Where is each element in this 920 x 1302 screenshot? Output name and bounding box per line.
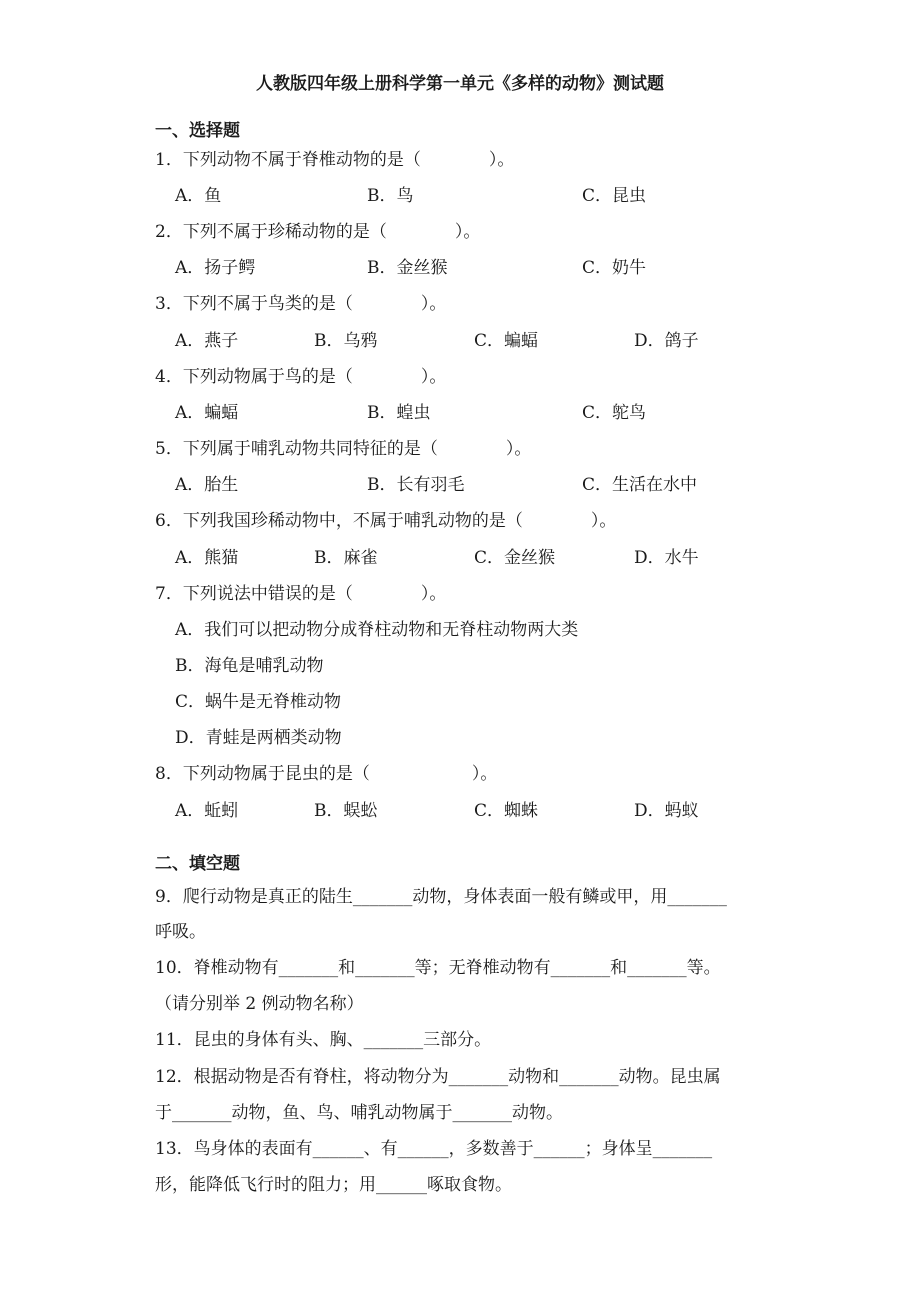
- question-stem: 5．下列属于哺乳动物共同特征的是（ ）。: [155, 439, 532, 459]
- option: C．蜘蛛: [474, 801, 539, 821]
- fill-line: 13．鸟身体的表面有______、有______，多数善于______；身体呈_______: [155, 1139, 713, 1159]
- option: C．金丝猴: [474, 548, 556, 568]
- option: D．青蛙是两栖类动物: [175, 728, 342, 748]
- section-heading-fill: 二、填空题: [155, 854, 240, 874]
- fill-line: 于_______动物，鱼、鸟、哺乳动物属于_______动物。: [155, 1103, 563, 1123]
- option: B．海龟是哺乳动物: [175, 656, 324, 676]
- option: B．蜈蚣: [314, 801, 378, 821]
- option: D．水牛: [634, 548, 699, 568]
- question-stem: 3．下列不属于鸟类的是（ ）。: [155, 294, 447, 314]
- option: C．蜗牛是无脊椎动物: [175, 692, 342, 712]
- option: B．金丝猴: [367, 258, 448, 278]
- option: A．熊猫: [175, 548, 239, 568]
- question-stem: 2．下列不属于珍稀动物的是（ ）。: [155, 222, 481, 242]
- question-stem: 8．下列动物属于昆虫的是（ ）。: [155, 764, 498, 784]
- fill-line: （请分别举 2 例动物名称）: [155, 994, 364, 1014]
- question-stem: 6．下列我国珍稀动物中，不属于哺乳动物的是（ ）。: [155, 511, 617, 531]
- option: B．麻雀: [314, 548, 378, 568]
- question-stem: 7．下列说法中错误的是（ ）。: [155, 584, 447, 604]
- option: B．长有羽毛: [367, 475, 465, 495]
- fill-line: 形，能降低飞行时的阻力；用______啄取食物。: [155, 1175, 512, 1195]
- option: A．燕子: [175, 331, 239, 351]
- option: B．乌鸦: [314, 331, 378, 351]
- option: B．鸟: [367, 186, 414, 206]
- fill-line: 10．脊椎动物有_______和_______等；无脊椎动物有_______和_______等。: [155, 958, 721, 978]
- question-stem: 1．下列动物不属于脊椎动物的是（ ）。: [155, 150, 515, 170]
- option: D．鸽子: [634, 331, 699, 351]
- fill-line: 9．爬行动物是真正的陆生_______动物，身体表面一般有鳞或甲，用_______: [155, 887, 727, 907]
- option: A．蚯蚓: [175, 801, 239, 821]
- option: B．蝗虫: [367, 403, 431, 423]
- option: C．奶牛: [582, 258, 647, 278]
- option: C．生活在水中: [582, 475, 698, 495]
- fill-line: 11．昆虫的身体有头、胸、_______三部分。: [155, 1030, 492, 1050]
- page-title: 人教版四年级上册科学第一单元《多样的动物》测试题: [256, 74, 664, 94]
- option: A．扬子鳄: [175, 258, 256, 278]
- option: A．鱼: [175, 186, 222, 206]
- option: C．蝙蝠: [474, 331, 539, 351]
- option: D．蚂蚁: [634, 801, 699, 821]
- option: C．鸵鸟: [582, 403, 647, 423]
- option: C．昆虫: [582, 186, 647, 206]
- option: A．胎生: [175, 475, 239, 495]
- section-heading-choice: 一、选择题: [155, 121, 240, 141]
- fill-line: 呼吸。: [155, 922, 206, 942]
- fill-line: 12．根据动物是否有脊柱，将动物分为_______动物和_______动物。昆虫属: [155, 1067, 721, 1087]
- option: A．我们可以把动物分成脊柱动物和无脊柱动物两大类: [175, 620, 579, 640]
- option: A．蝙蝠: [175, 403, 239, 423]
- question-stem: 4．下列动物属于鸟的是（ ）。: [155, 367, 447, 387]
